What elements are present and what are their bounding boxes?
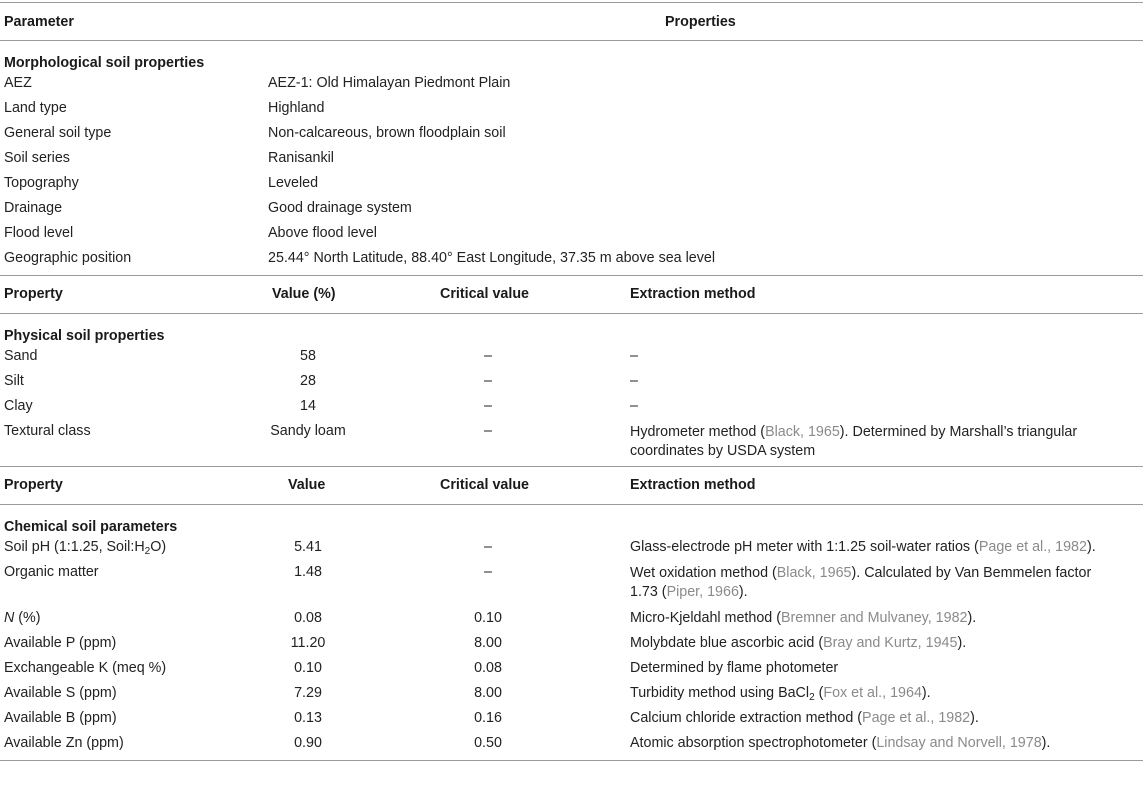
header-critical-value: Critical value bbox=[440, 477, 529, 493]
row-method: – bbox=[630, 348, 638, 364]
row-value: Non-calcareous, brown floodplain soil bbox=[268, 125, 506, 141]
row-label: Land type bbox=[4, 100, 67, 116]
row-label: General soil type bbox=[4, 125, 112, 141]
row-label: Organic matter bbox=[4, 564, 99, 580]
row-label: Available Zn (ppm) bbox=[4, 735, 124, 751]
row-critical: – bbox=[484, 539, 492, 555]
row-value: 1.48 bbox=[294, 564, 322, 580]
row-value: Leveled bbox=[268, 175, 319, 191]
row-label: Silt bbox=[4, 373, 24, 389]
row-label: Drainage bbox=[4, 200, 63, 216]
table-row bbox=[0, 706, 1143, 731]
label-italic: N bbox=[4, 610, 15, 626]
table-row bbox=[0, 731, 1143, 760]
row-value: 0.10 bbox=[294, 660, 322, 676]
method-text: Calcium chloride extraction method ( bbox=[630, 710, 863, 726]
header-extraction-method: Extraction method bbox=[630, 477, 756, 493]
header-properties: Properties bbox=[665, 14, 736, 30]
table-row bbox=[0, 344, 1143, 369]
row-critical: – bbox=[484, 564, 492, 580]
row-value: Highland bbox=[268, 100, 325, 116]
row-value: 0.90 bbox=[294, 735, 322, 751]
physical-header-row bbox=[0, 276, 1143, 313]
citation-link[interactable]: Black, 1965 bbox=[765, 424, 840, 440]
row-label: Exchangeable K (meq %) bbox=[4, 660, 167, 676]
table-row bbox=[0, 681, 1143, 706]
row-label: Soil series bbox=[4, 150, 70, 166]
row-method bbox=[630, 635, 966, 651]
section-title-row bbox=[0, 41, 1143, 71]
header-property: Property bbox=[4, 286, 63, 302]
table-row bbox=[0, 246, 1143, 275]
row-method bbox=[630, 564, 1120, 602]
method-text: ( bbox=[814, 685, 824, 701]
table-bottom-rule bbox=[0, 760, 1143, 761]
row-critical: 0.08 bbox=[474, 660, 502, 676]
row-value: AEZ-1: Old Himalayan Piedmont Plain bbox=[268, 75, 511, 91]
row-label: Textural class bbox=[4, 423, 91, 439]
header-value: Value bbox=[288, 477, 326, 493]
method-text: Wet oxidation method ( bbox=[630, 565, 777, 581]
row-label: Flood level bbox=[4, 225, 74, 241]
header-value-percent: Value (%) bbox=[272, 286, 336, 302]
table-row bbox=[0, 369, 1143, 394]
row-value: Above flood level bbox=[268, 225, 377, 241]
row-label: Available S (ppm) bbox=[4, 685, 117, 701]
section-title-morphological: Morphological soil properties bbox=[4, 55, 205, 71]
method-text: Turbidity method using BaCl bbox=[630, 685, 810, 701]
row-method bbox=[630, 423, 1120, 461]
row-value: 0.08 bbox=[294, 610, 322, 626]
citation-link[interactable]: Fox et al., 1964 bbox=[823, 685, 922, 701]
section-title-row bbox=[0, 505, 1143, 535]
label-text: (%) bbox=[14, 610, 41, 626]
row-critical: 0.10 bbox=[474, 610, 502, 626]
row-critical: 8.00 bbox=[474, 685, 502, 701]
row-method bbox=[630, 710, 979, 726]
table-row bbox=[0, 535, 1143, 560]
table-row bbox=[0, 121, 1143, 146]
table-row bbox=[0, 221, 1143, 246]
row-value: 11.20 bbox=[290, 635, 326, 651]
table-row bbox=[0, 419, 1143, 466]
method-text: Micro-Kjeldahl method ( bbox=[630, 610, 781, 626]
row-label: Available B (ppm) bbox=[4, 710, 117, 726]
label-subscript: 2 bbox=[144, 546, 151, 557]
table-row bbox=[0, 631, 1143, 656]
method-text: Molybdate blue ascorbic acid ( bbox=[630, 635, 824, 651]
row-label bbox=[4, 539, 166, 555]
row-value: 58 bbox=[300, 348, 316, 364]
label-text: Soil pH (1:1.25, Soil:H bbox=[4, 539, 145, 555]
header-extraction-method: Extraction method bbox=[630, 286, 756, 302]
citation-link[interactable]: Lindsay and Norvell, 1978 bbox=[876, 735, 1042, 751]
method-text: ). bbox=[1041, 735, 1051, 751]
method-text: ). bbox=[967, 610, 977, 626]
section-title-chemical: Chemical soil parameters bbox=[4, 519, 178, 535]
method-text: ). bbox=[1086, 539, 1096, 555]
row-critical: 0.50 bbox=[474, 735, 502, 751]
method-subscript: 2 bbox=[809, 692, 815, 703]
row-method bbox=[630, 685, 931, 701]
citation-link[interactable]: Page et al., 1982 bbox=[862, 710, 971, 726]
row-value: 0.13 bbox=[294, 710, 322, 726]
row-critical: – bbox=[484, 423, 492, 439]
header-critical-value: Critical value bbox=[440, 286, 529, 302]
section-title-physical: Physical soil properties bbox=[4, 328, 165, 344]
row-critical: – bbox=[484, 373, 492, 389]
row-label: AEZ bbox=[4, 75, 32, 91]
row-label bbox=[4, 610, 41, 626]
row-value: Sandy loam bbox=[270, 423, 346, 439]
citation-link[interactable]: Black, 1965 bbox=[776, 565, 852, 581]
row-value: 14 bbox=[300, 398, 316, 414]
row-label: Sand bbox=[4, 348, 38, 364]
row-value: Ranisankil bbox=[268, 150, 334, 166]
table-row bbox=[0, 394, 1143, 419]
row-value: 25.44° North Latitude, 88.40° East Longitude, 37.35 m above sea level bbox=[268, 250, 716, 266]
row-critical: 0.16 bbox=[474, 710, 502, 726]
table-row bbox=[0, 196, 1143, 221]
row-label: Available P (ppm) bbox=[4, 635, 117, 651]
citation-link[interactable]: Piper, 1966 bbox=[666, 584, 739, 600]
row-method bbox=[630, 735, 1050, 751]
row-value: 7.29 bbox=[294, 685, 322, 701]
section-title-row bbox=[0, 314, 1143, 344]
row-label: Clay bbox=[4, 398, 33, 414]
citation-link[interactable]: Page et al., 1982 bbox=[978, 539, 1087, 555]
row-method: – bbox=[630, 398, 638, 414]
row-method: Determined by flame photometer bbox=[630, 660, 839, 676]
row-value: 5.41 bbox=[294, 539, 322, 555]
soil-properties-table bbox=[0, 2, 1143, 761]
method-text: ). bbox=[957, 635, 967, 651]
row-method bbox=[630, 539, 1096, 555]
table-header-row bbox=[0, 3, 1143, 40]
table-row bbox=[0, 96, 1143, 121]
row-method: – bbox=[630, 373, 638, 389]
row-critical: – bbox=[484, 398, 492, 414]
method-text: ). bbox=[738, 584, 748, 600]
table-row bbox=[0, 71, 1143, 96]
method-text: ). Calculated by Van Bemmelen factor 1.73 ( bbox=[630, 565, 1092, 600]
table-row bbox=[0, 606, 1143, 631]
header-property: Property bbox=[4, 477, 63, 493]
label-text: O) bbox=[150, 539, 167, 555]
table-row bbox=[0, 656, 1143, 681]
citation-link[interactable]: Bray and Kurtz, 1945 bbox=[823, 635, 958, 651]
method-text: ). bbox=[970, 710, 979, 726]
method-text: Atomic absorption spectrophotometer ( bbox=[630, 735, 877, 751]
row-method bbox=[630, 610, 976, 626]
row-value: 28 bbox=[300, 373, 316, 389]
row-critical: 8.00 bbox=[474, 635, 502, 651]
table-row bbox=[0, 171, 1143, 196]
row-value: Good drainage system bbox=[268, 200, 412, 216]
row-label: Topography bbox=[4, 175, 79, 191]
row-label: Geographic position bbox=[4, 250, 132, 266]
method-text: Glass-electrode pH meter with 1:1.25 soil-water ratios ( bbox=[630, 539, 979, 555]
method-text: Hydrometer method ( bbox=[630, 424, 766, 440]
header-parameter: Parameter bbox=[4, 14, 74, 30]
row-critical: – bbox=[484, 348, 492, 364]
table-row bbox=[0, 146, 1143, 171]
method-text: ). Determined by Marshall’s triangular coordinates by USDA system bbox=[630, 424, 1078, 459]
chemical-header-row bbox=[0, 467, 1143, 504]
method-text: ). bbox=[921, 685, 931, 701]
table-row bbox=[0, 560, 1143, 606]
citation-link[interactable]: Bremner and Mulvaney, 1982 bbox=[780, 610, 968, 626]
